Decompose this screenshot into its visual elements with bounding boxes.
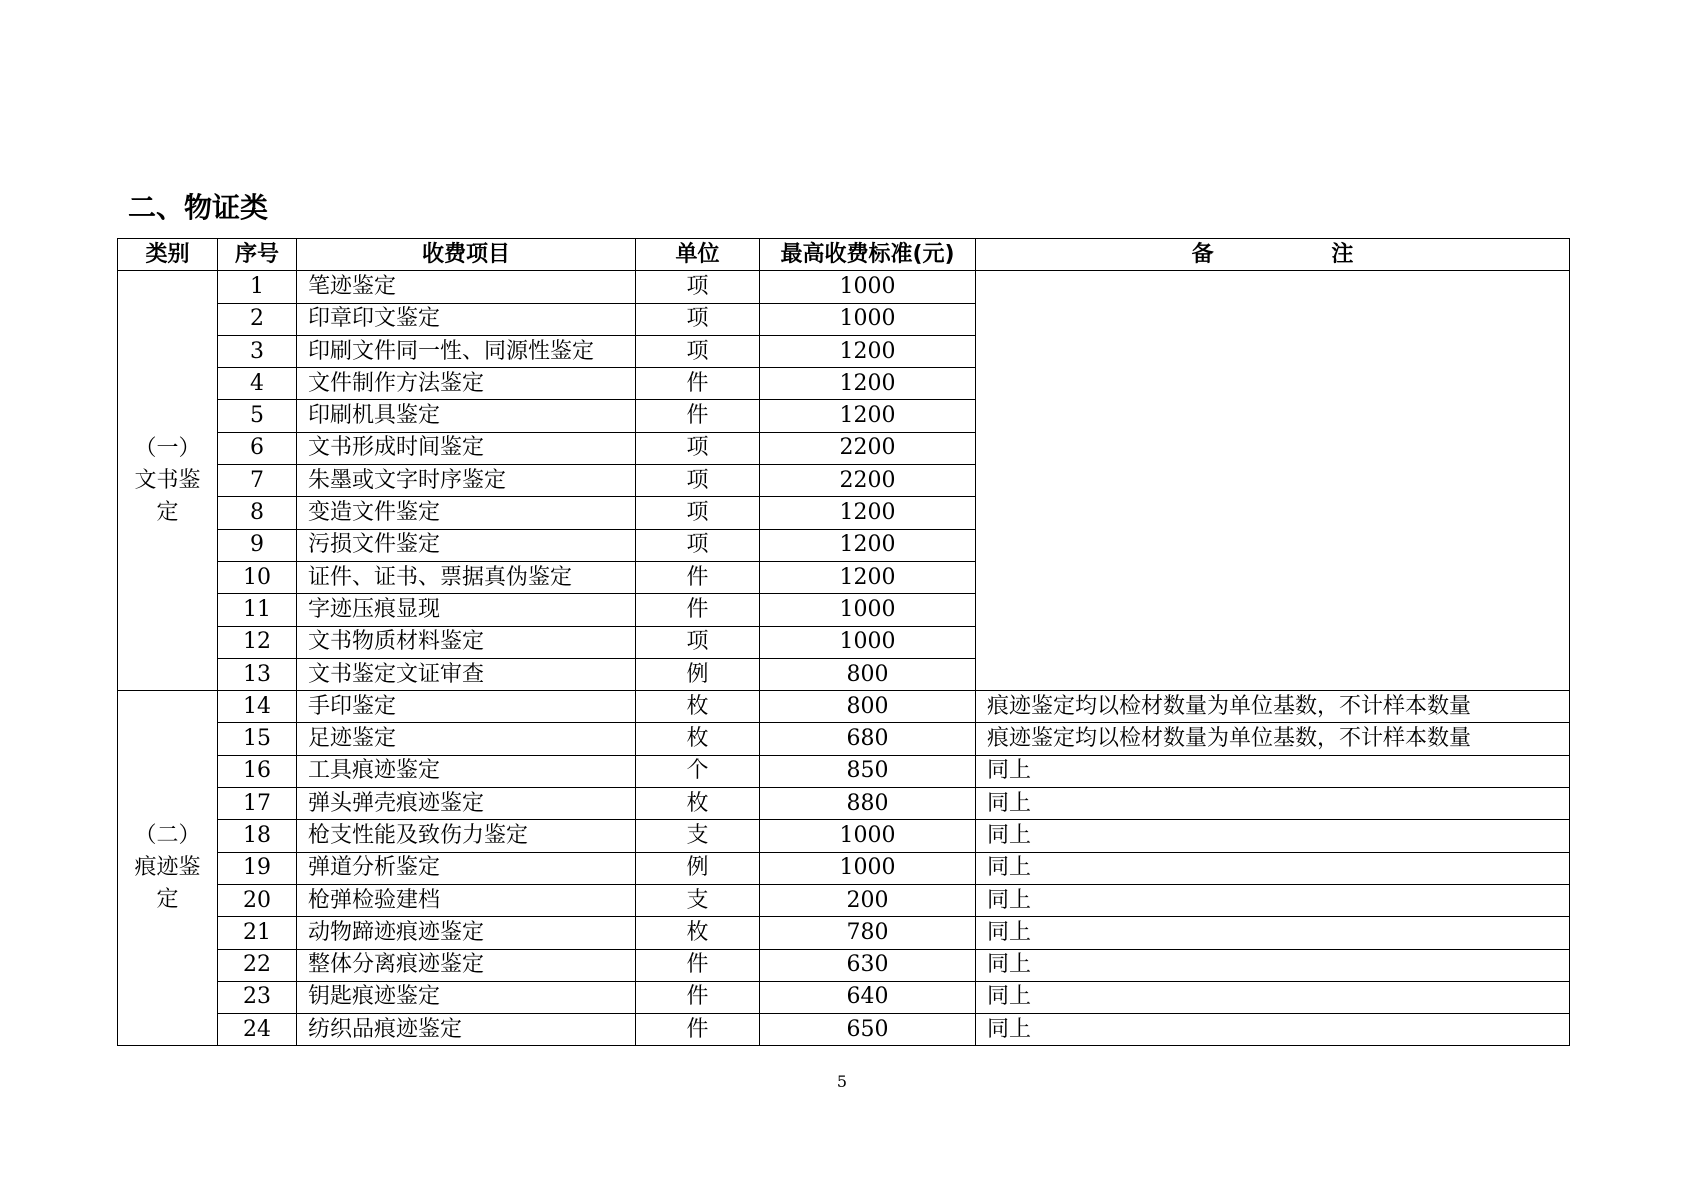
seq-cell: 11 [218,594,297,626]
fee-cell: 850 [760,755,976,787]
fee-cell: 200 [760,884,976,916]
fee-cell: 1200 [760,497,976,529]
unit-cell: 件 [636,1014,760,1046]
seq-cell: 13 [218,658,297,690]
remark-cell-empty [976,271,1570,691]
item-cell: 弹道分析鉴定 [297,852,636,884]
remark-cell: 同上 [976,852,1570,884]
fee-cell: 1000 [760,852,976,884]
unit-cell: 枚 [636,691,760,723]
table-row [118,852,1570,884]
unit-cell: 项 [636,271,760,303]
fee-cell: 1200 [760,335,976,367]
table-row [118,981,1570,1013]
category-line: （一） [134,435,201,461]
page-number: 5 [836,1072,848,1091]
header-remark-part1: 备 [1191,241,1214,267]
item-cell: 变造文件鉴定 [297,497,636,529]
fee-cell: 1200 [760,529,976,561]
seq-cell: 5 [218,400,297,432]
unit-cell: 件 [636,400,760,432]
item-cell: 枪弹检验建档 [297,884,636,916]
item-cell: 污损文件鉴定 [297,529,636,561]
table-row [118,788,1570,820]
unit-cell: 例 [636,852,760,884]
seq-cell: 1 [218,271,297,303]
table-row [118,1014,1570,1046]
fee-cell: 800 [760,691,976,723]
item-cell: 枪支性能及致伤力鉴定 [297,820,636,852]
item-cell: 动物蹄迹痕迹鉴定 [297,917,636,949]
unit-cell: 项 [636,465,760,497]
table-header-row [118,239,1570,271]
unit-cell: 件 [636,949,760,981]
unit-cell: 枚 [636,917,760,949]
header-remark [976,239,1570,271]
fee-cell: 880 [760,788,976,820]
unit-cell: 项 [636,335,760,367]
table-row [118,271,1570,303]
fee-cell: 1000 [760,626,976,658]
unit-cell: 例 [636,658,760,690]
fee-cell: 640 [760,981,976,1013]
item-cell: 纺织品痕迹鉴定 [297,1014,636,1046]
unit-cell: 项 [636,529,760,561]
table-body [118,271,1570,1046]
item-cell: 钥匙痕迹鉴定 [297,981,636,1013]
table-row [118,820,1570,852]
unit-cell: 支 [636,884,760,916]
seq-cell: 9 [218,529,297,561]
fee-cell: 680 [760,723,976,755]
fee-cell: 2200 [760,432,976,464]
unit-cell: 支 [636,820,760,852]
item-cell: 文书物质材料鉴定 [297,626,636,658]
seq-cell: 12 [218,626,297,658]
seq-cell: 7 [218,465,297,497]
category-line: 定 [156,887,179,913]
seq-cell: 24 [218,1014,297,1046]
category-line: 定 [156,499,179,525]
seq-cell: 17 [218,788,297,820]
fee-cell: 1200 [760,400,976,432]
seq-cell: 16 [218,755,297,787]
fee-cell: 800 [760,658,976,690]
item-cell: 文件制作方法鉴定 [297,368,636,400]
fee-cell: 1200 [760,561,976,593]
unit-cell: 枚 [636,788,760,820]
unit-cell: 枚 [636,723,760,755]
remark-cell: 同上 [976,981,1570,1013]
seq-cell: 6 [218,432,297,464]
category-line: （二） [134,823,201,849]
fee-cell: 1200 [760,368,976,400]
category-cell [118,691,218,1046]
seq-cell: 20 [218,884,297,916]
remark-cell: 同上 [976,884,1570,916]
fee-cell: 2200 [760,465,976,497]
remark-cell: 同上 [976,1014,1570,1046]
item-cell: 朱墨或文字时序鉴定 [297,465,636,497]
seq-cell: 19 [218,852,297,884]
seq-cell: 15 [218,723,297,755]
item-cell: 笔迹鉴定 [297,271,636,303]
table-row [118,884,1570,916]
fee-cell: 650 [760,1014,976,1046]
item-cell: 字迹压痕显现 [297,594,636,626]
fee-cell: 1000 [760,271,976,303]
header-category: 类别 [118,239,218,271]
remark-cell: 同上 [976,820,1570,852]
header-seq: 序号 [218,239,297,271]
table-row [118,723,1570,755]
header-remark-part2: 注 [1331,241,1354,267]
category-cell [118,271,218,691]
table-row [118,949,1570,981]
item-cell: 整体分离痕迹鉴定 [297,949,636,981]
remark-cell: 同上 [976,755,1570,787]
item-cell: 足迹鉴定 [297,723,636,755]
remark-cell: 同上 [976,917,1570,949]
fee-table [117,238,1570,1046]
seq-cell: 3 [218,335,297,367]
seq-cell: 18 [218,820,297,852]
item-cell: 手印鉴定 [297,691,636,723]
unit-cell: 项 [636,432,760,464]
item-cell: 文书鉴定文证审查 [297,658,636,690]
seq-cell: 14 [218,691,297,723]
fee-cell: 1000 [760,594,976,626]
table-row [118,691,1570,723]
category-line: 文书鉴 [134,467,201,493]
table-row [118,917,1570,949]
unit-cell: 件 [636,594,760,626]
seq-cell: 10 [218,561,297,593]
unit-cell: 件 [636,981,760,1013]
header-unit: 单位 [636,239,760,271]
seq-cell: 4 [218,368,297,400]
header-item: 收费项目 [297,239,636,271]
remark-cell: 同上 [976,788,1570,820]
unit-cell: 件 [636,368,760,400]
seq-cell: 22 [218,949,297,981]
seq-cell: 8 [218,497,297,529]
unit-cell: 项 [636,303,760,335]
item-cell: 弹头弹壳痕迹鉴定 [297,788,636,820]
category-line: 痕迹鉴 [134,855,201,881]
fee-cell: 630 [760,949,976,981]
item-cell: 印章印文鉴定 [297,303,636,335]
remark-cell: 同上 [976,949,1570,981]
item-cell: 印刷机具鉴定 [297,400,636,432]
fee-cell: 1000 [760,820,976,852]
section-title: 二、物证类 [128,191,269,224]
unit-cell: 项 [636,497,760,529]
remark-cell: 痕迹鉴定均以检材数量为单位基数，不计样本数量 [976,691,1570,723]
seq-cell: 21 [218,917,297,949]
header-fee: 最高收费标准(元) [760,239,976,271]
item-cell: 印刷文件同一性、同源性鉴定 [297,335,636,367]
item-cell: 文书形成时间鉴定 [297,432,636,464]
item-cell: 证件、证书、票据真伪鉴定 [297,561,636,593]
seq-cell: 2 [218,303,297,335]
fee-cell: 780 [760,917,976,949]
unit-cell: 项 [636,626,760,658]
remark-cell: 痕迹鉴定均以检材数量为单位基数，不计样本数量 [976,723,1570,755]
table-row [118,755,1570,787]
seq-cell: 23 [218,981,297,1013]
fee-cell: 1000 [760,303,976,335]
unit-cell: 个 [636,755,760,787]
item-cell: 工具痕迹鉴定 [297,755,636,787]
unit-cell: 件 [636,561,760,593]
